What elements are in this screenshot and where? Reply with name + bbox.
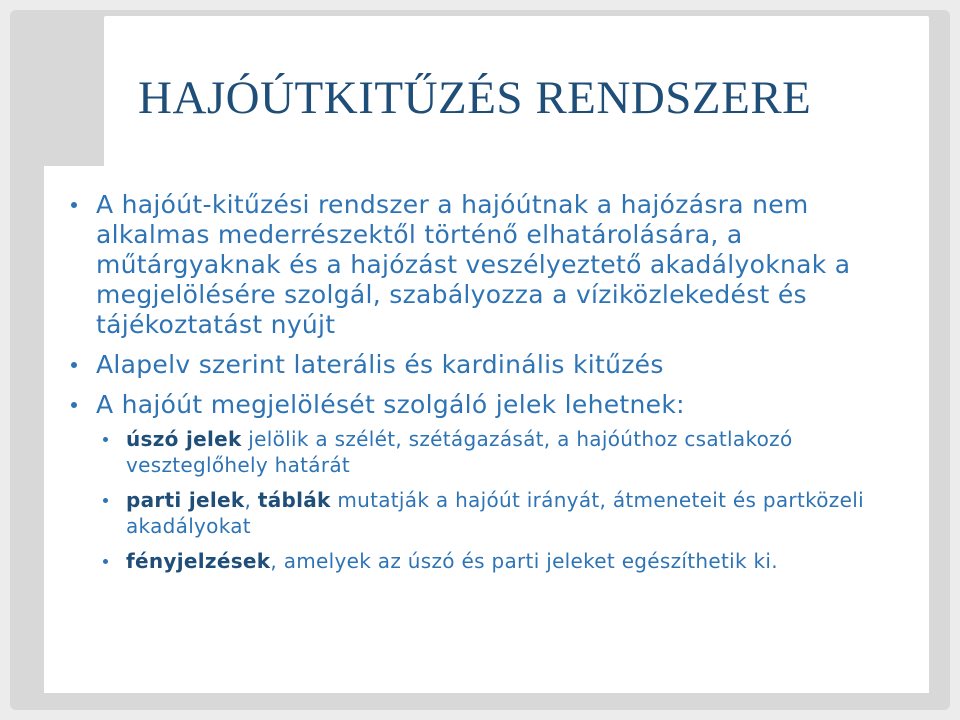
subbullet-term: fényjelzések bbox=[126, 549, 271, 573]
bullet-list bbox=[64, 190, 924, 580]
subbullet-text: , amelyek az úszó és parti jeleket egészíthetik ki. bbox=[270, 549, 778, 573]
subbullet-item bbox=[64, 426, 924, 478]
slide-title: HAJÓÚTKITŰZÉS RENDSZERE bbox=[138, 72, 812, 124]
bullet-item bbox=[64, 190, 924, 340]
subbullet-term: parti jelek bbox=[126, 488, 245, 512]
bullet-text: A hajóút-kitűzési rendszer a hajóútnak a hajózásra nem alkalmas mederrészektől történő elhatárolására, a műtárgyaknak és a hajózást veszélyeztető akadályoknak a megjelölésére szolgál, szabályozza a víziközlekedést és tájékoztatást nyújt bbox=[96, 190, 851, 339]
subbullet-term: úszó jelek bbox=[126, 427, 242, 451]
bullet-item bbox=[64, 350, 924, 380]
bullet-text: A hajóút megjelölését szolgáló jelek lehetnek: bbox=[96, 390, 685, 419]
subbullet-term-2: táblák bbox=[257, 488, 331, 512]
bullet-text: Alapelv szerint laterális és kardinális kitűzés bbox=[96, 350, 664, 379]
subbullet-item bbox=[64, 487, 924, 539]
subbullet-text: jelölik a szélét, szétágazását, a hajóúthoz csatlakozó veszteglőhely határát bbox=[126, 427, 793, 477]
bullet-item bbox=[64, 390, 924, 420]
subbullet-text: mutatják a hajóút irányát, átmeneteit és partközeli akadályokat bbox=[126, 488, 864, 538]
subbullet-separator: , bbox=[244, 488, 258, 512]
subbullet-item bbox=[64, 548, 924, 574]
